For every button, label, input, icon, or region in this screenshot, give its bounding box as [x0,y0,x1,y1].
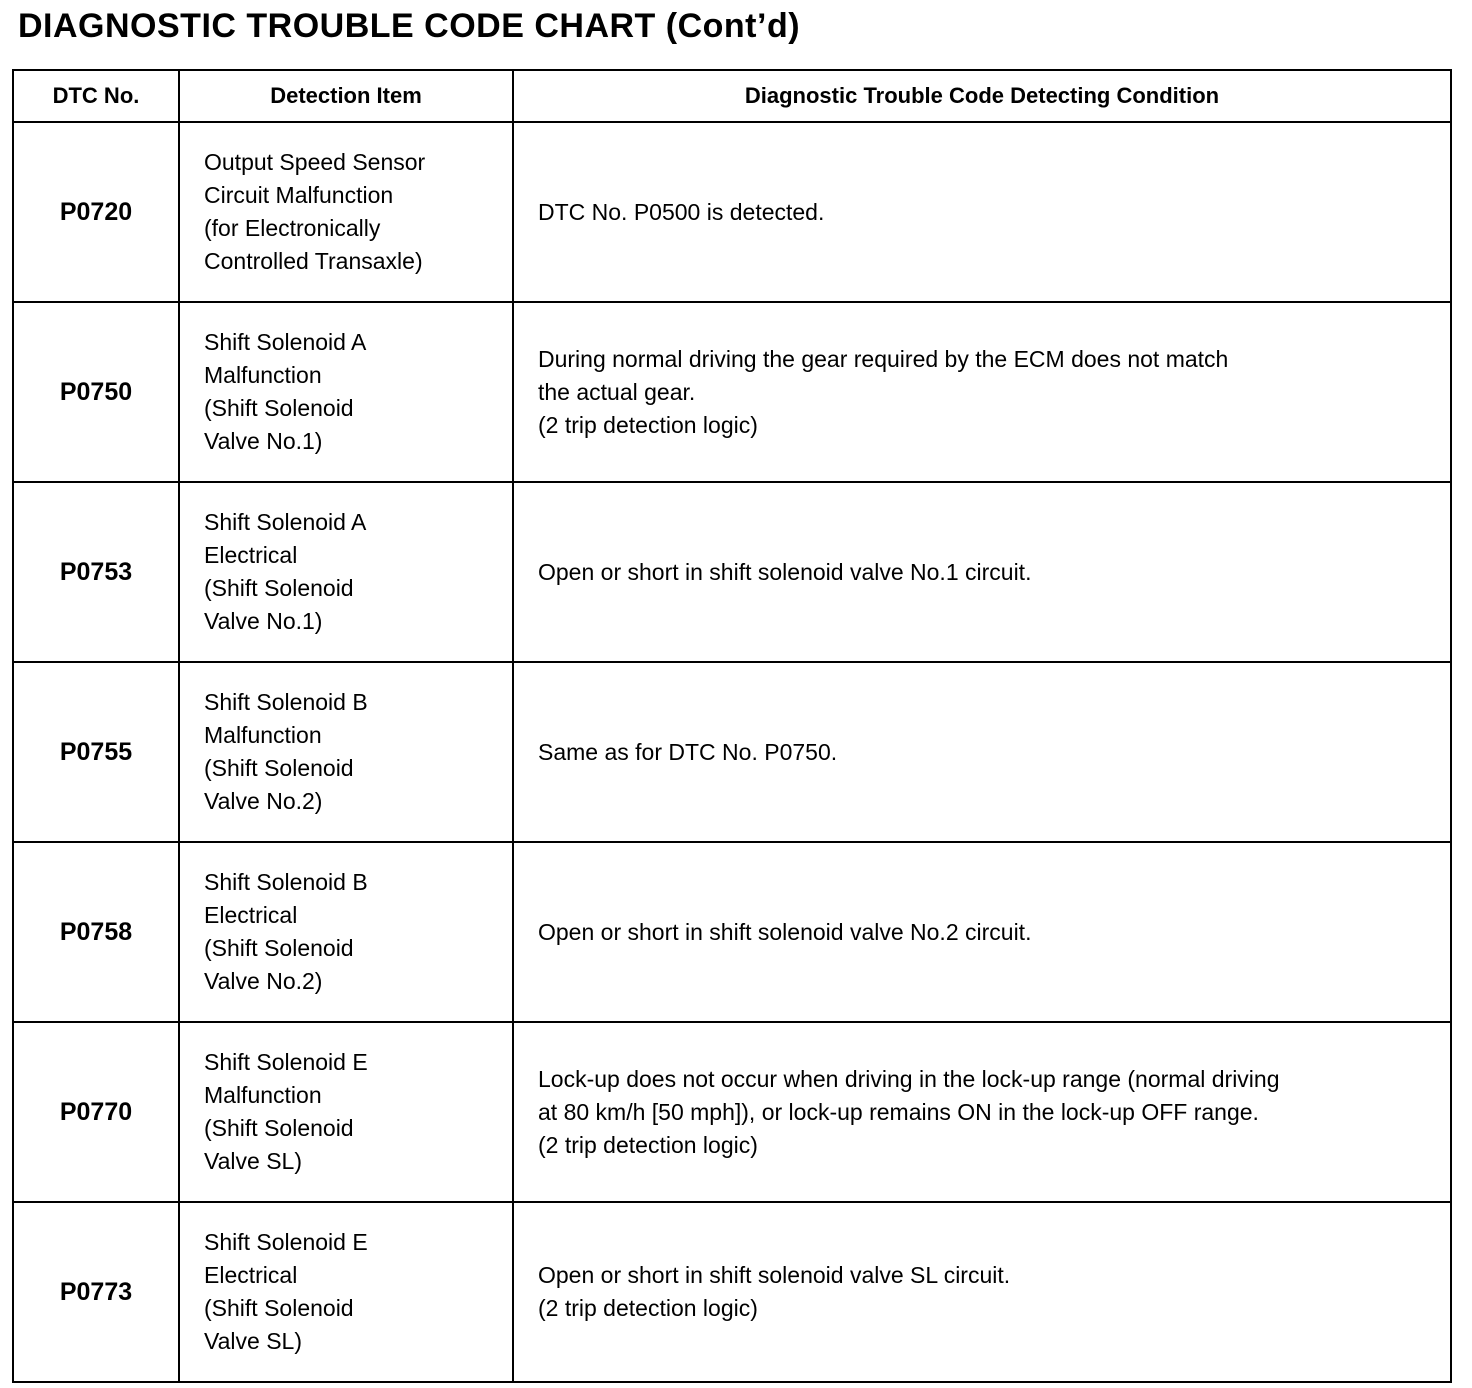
detection-item-line: Malfunction [204,1082,322,1108]
table-row [13,302,1451,482]
detection-item [179,662,513,842]
detecting-condition [513,1022,1451,1202]
detection-item [179,122,513,302]
table-row [13,1202,1451,1382]
detection-item-line: Valve SL) [204,1328,303,1354]
table-row [13,482,1451,662]
condition-line: the actual gear. [538,378,696,405]
dtc-code: P0755 [13,662,179,842]
detection-item-line: Shift Solenoid B [204,869,368,895]
detection-item-line: (Shift Solenoid [204,935,354,961]
detection-item-line: Output Speed Sensor [204,149,426,175]
detection-item-line: Valve No.2) [204,788,323,814]
dtc-code: P0773 [13,1202,179,1382]
detection-item-line: Shift Solenoid B [204,689,368,715]
table-row [13,122,1451,302]
detection-item-line: (Shift Solenoid [204,575,354,601]
condition-line: During normal driving the gear required by the ECM does not match [538,345,1229,372]
dtc-code: P0758 [13,842,179,1022]
detection-item-line: Valve SL) [204,1148,303,1174]
detection-item [179,842,513,1022]
table-row [13,662,1451,842]
condition-line: at 80 km/h [50 mph]), or lock-up remains ON in the lock-up OFF range. [538,1098,1259,1125]
detection-item-line: Shift Solenoid E [204,1049,368,1075]
detection-item-line: (Shift Solenoid [204,1115,354,1141]
header-detection-item: Detection Item [179,70,513,122]
detection-item-line: (Shift Solenoid [204,755,354,781]
condition-line: Open or short in shift solenoid valve No.2 circuit. [538,918,1032,945]
condition-line: (2 trip detection logic) [538,1131,758,1158]
detection-item-line: Malfunction [204,722,322,748]
detecting-condition [513,122,1451,302]
dtc-chart-table [12,69,1452,1383]
header-detecting-condition: Diagnostic Trouble Code Detecting Condition [513,70,1451,122]
detection-item-line: (for Electronically [204,215,381,241]
condition-line: (2 trip detection logic) [538,1295,758,1321]
condition-line: Open or short in shift solenoid valve No.1 circuit. [538,558,1032,585]
condition-line: Open or short in shift solenoid valve SL circuit. [538,1262,1011,1288]
page-title: DIAGNOSTIC TROUBLE CODE CHART (Cont’d) [18,7,801,45]
detection-item [179,302,513,482]
condition-line: Same as for DTC No. P0750. [538,738,838,765]
detection-item [179,482,513,662]
dtc-code: P0720 [13,122,179,302]
detection-item-line: Circuit Malfunction [204,182,394,208]
detection-item-line: Valve No.1) [204,428,323,454]
detection-item-line: Shift Solenoid A [204,329,367,355]
detection-item-line: (Shift Solenoid [204,1295,354,1321]
condition-line: (2 trip detection logic) [538,411,758,438]
detecting-condition [513,662,1451,842]
condition-line: Lock-up does not occur when driving in the lock-up range (normal driving [538,1065,1280,1092]
detection-item-line: Malfunction [204,362,322,388]
table-row [13,842,1451,1022]
header-dtc-no: DTC No. [13,70,179,122]
detection-item-line: Shift Solenoid E [204,1229,368,1255]
dtc-code: P0753 [13,482,179,662]
detection-item-line: (Shift Solenoid [204,395,354,421]
detecting-condition [513,302,1451,482]
table-row [13,1022,1451,1202]
detection-item-line: Controlled Transaxle) [204,248,423,274]
detection-item-line: Electrical [204,542,298,568]
condition-line: DTC No. P0500 is detected. [538,198,825,225]
detection-item [179,1022,513,1202]
detecting-condition [513,482,1451,662]
detection-item [179,1202,513,1382]
detecting-condition [513,1202,1451,1382]
detection-item-line: Valve No.2) [204,968,323,994]
detection-item-line: Shift Solenoid A [204,509,367,535]
detection-item-line: Electrical [204,902,298,928]
detecting-condition [513,842,1451,1022]
detection-item-line: Valve No.1) [204,608,323,634]
table-header-row [13,70,1451,122]
dtc-code: P0770 [13,1022,179,1202]
detection-item-line: Electrical [204,1262,298,1288]
dtc-code: P0750 [13,302,179,482]
